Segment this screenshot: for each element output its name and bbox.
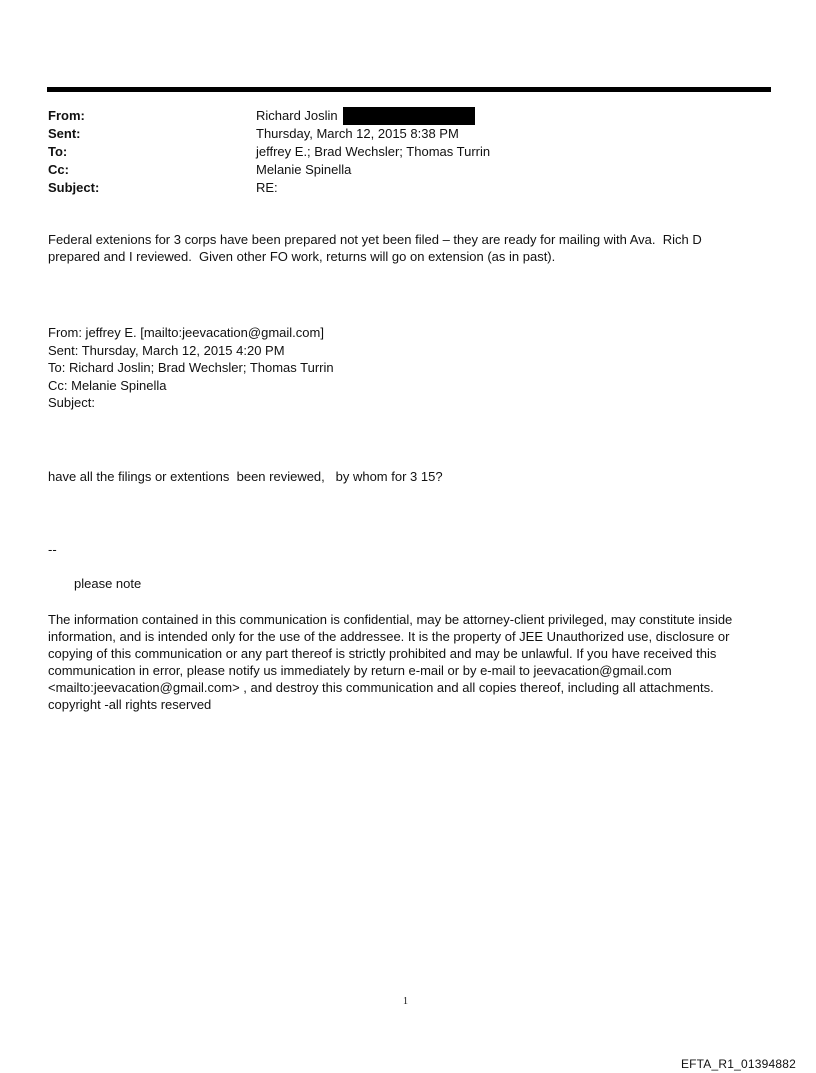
please-note: please note [74, 576, 142, 591]
cc-row [48, 161, 768, 179]
quoted-to: To: Richard Joslin; Brad Wechsler; Thomas Turrin [48, 360, 334, 375]
from-value [256, 107, 475, 125]
page-number: 1 [403, 996, 408, 1007]
disclaimer: The information contained in this communication is confidential, may be attorney-client privileged, may constitute inside information, and is intended only for the use of the addressee. It is the property of JEE Unauthorized use, disclosure or copying of this communication or any part thereof is strictly prohibited and may be unlawful. If you have received this communication in error, please notify us immediately by return e-mail or by e-mail to jeevacation@gmail.com <mailto:jeevacation@gmail.com> , and destroy this communication and all copies thereof, including all attachments. copyright -all rights reserved [48, 612, 736, 712]
quoted-body: have all the filings or extentions been reviewed, by whom for 3 15? [48, 469, 443, 484]
to-label: To: [48, 144, 68, 159]
redaction-block [343, 107, 475, 125]
subject-label: Subject: [48, 180, 100, 195]
quoted-sent: Sent: Thursday, March 12, 2015 4:20 PM [48, 342, 285, 358]
quoted-from: From: jeffrey E. [mailto:jeevacation@gmail.com] [48, 325, 324, 340]
sent-row [48, 125, 768, 143]
signature-separator: -- [48, 542, 57, 557]
to-row [48, 143, 768, 161]
sent-value: Thursday, March 12, 2015 8:38 PM [256, 126, 459, 141]
header-divider [47, 87, 771, 92]
to-value: jeffrey E.; Brad Wechsler; Thomas Turrin [256, 144, 491, 159]
subject-row [48, 179, 768, 197]
cc-label: Cc: [48, 162, 69, 177]
quoted-subject: Subject: [48, 395, 95, 410]
cc-value: Melanie Spinella [256, 162, 352, 177]
reply-body: Federal extenions for 3 corps have been prepared not yet been filed – they are ready for mailing with Ava. Rich D prepared and I reviewed. Given other FO work, returns will go on extension (as in past). [48, 232, 706, 264]
subject-value: RE: [256, 180, 278, 195]
quoted-header [48, 324, 334, 412]
email-header [48, 107, 768, 197]
from-row [48, 107, 768, 125]
from-name: Richard Joslin [256, 108, 338, 123]
quoted-cc: Cc: Melanie Spinella [48, 377, 167, 393]
sent-label: Sent: [48, 126, 81, 141]
bates-number: EFTA_R1_01394882 [680, 1057, 796, 1071]
from-label: From: [48, 108, 85, 123]
